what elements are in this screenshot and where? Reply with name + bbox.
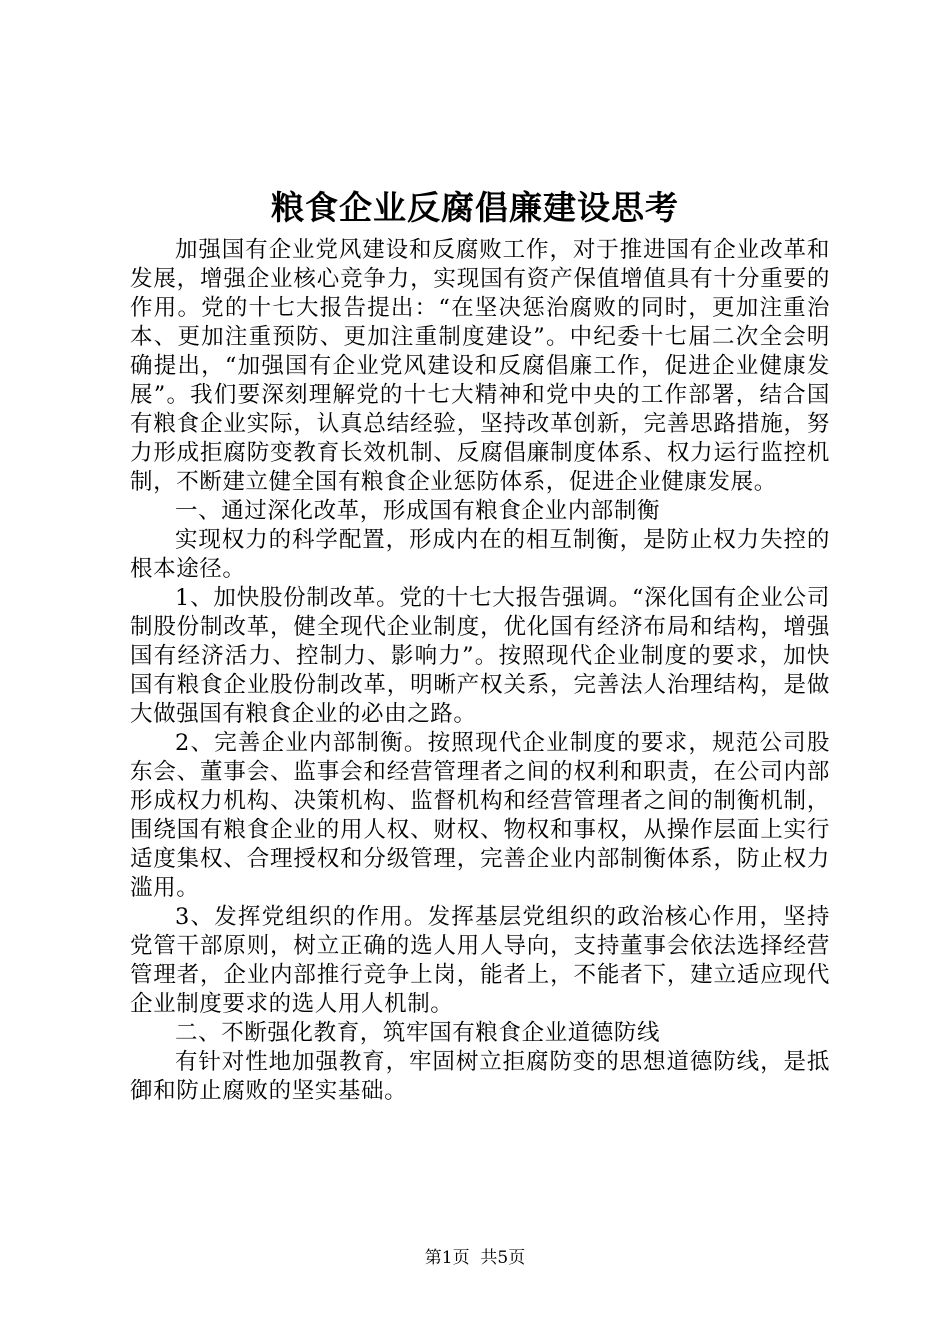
page-footer	[0, 1246, 950, 1270]
section-1-intro: 实现权力的科学配置，形成内在的相互制衡，是防止权力失控的根本途径。	[130, 527, 830, 582]
document-body	[130, 236, 830, 1106]
document-title: 粮食企业反腐倡廉建设思考	[271, 188, 679, 227]
point-2-paragraph: 2、完善企业内部制衡。按照现代企业制度的要求，规范公司股东会、董事会、监事会和经营管理者之间的权利和职责，在公司内部形成权力机构、决策机构、监督机构和经营管理者之间的制衡机制，围绕国有粮食企业的用人权、财权、物权和事权，从操作层面上实行适度集权、合理授权和分级管理，完善企业内部制衡体系，防止权力滥用。	[130, 730, 830, 901]
point-1-paragraph: 1、加快股份制改革。党的十七大报告强调。“深化国有企业公司制股份制改革，健全现代企业制度，优化国有经济布局和结构，增强国有经济活力、控制力、影响力”。按照现代企业制度的要求，加快国有粮食企业股份制改革，明晰产权关系，完善法人治理结构，是做大做强国有粮食企业的必由之路。	[130, 585, 830, 727]
intro-paragraph: 加强国有企业党风建设和反腐败工作，对于推进国有企业改革和发展，增强企业核心竞争力，实现国有资产保值增值具有十分重要的作用。党的十七大报告提出：“在坚决惩治腐败的同时，更加注重治本、更加注重预防、更加注重制度建设”。中纪委十七届二次全会明确提出，“加强国有企业党风建设和反腐倡廉工作，促进企业健康发展”。我们要深刻理解党的十七大精神和党中央的工作部署，结合国有粮食企业实际，认真总结经验，坚持改革创新，完善思路措施，努力形成拒腐防变教育长效机制、反腐倡廉制度体系、权力运行监控机制，不断建立健全国有粮食企业惩防体系，促进企业健康发展。	[130, 237, 830, 495]
page-number: 第1页	[424, 1248, 470, 1268]
section-2-intro: 有针对性地加强教育，牢固树立拒腐防变的思想道德防线，是抵御和防止腐败的坚实基础。	[130, 1049, 830, 1104]
point-3-paragraph: 3、发挥党组织的作用。发挥基层党组织的政治核心作用，坚持党管干部原则，树立正确的选人用人导向，支持董事会依法选择经营管理者，企业内部推行竞争上岗，能者上，不能者下，建立适应现代企业制度要求的选人用人机制。	[130, 904, 830, 1017]
section-heading-1: 一、通过深化改革，形成国有粮食企业内部制衡	[175, 498, 661, 524]
section-heading-2: 二、不断强化教育，筑牢国有粮食企业道德防线	[175, 1020, 661, 1046]
page-total: 共5页	[480, 1248, 526, 1268]
